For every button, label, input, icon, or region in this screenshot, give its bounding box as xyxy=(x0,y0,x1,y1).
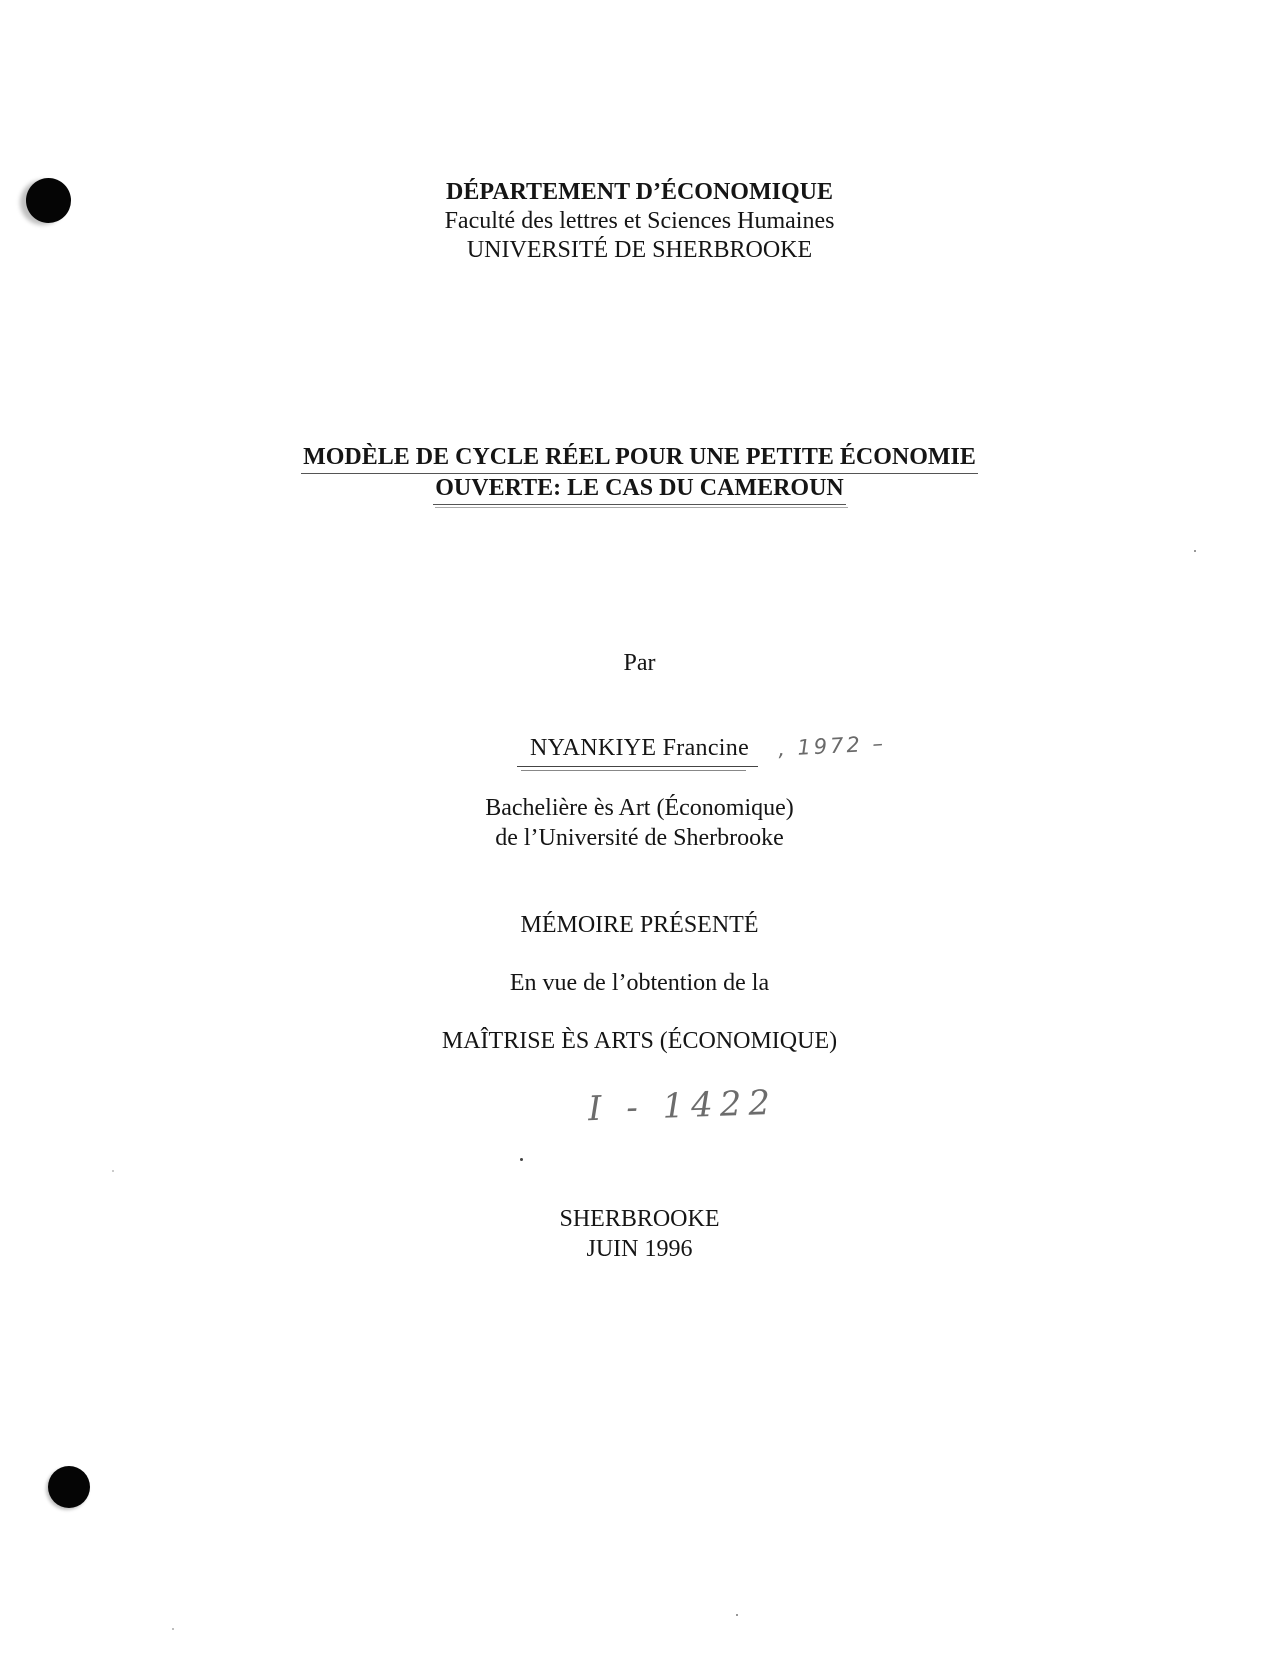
title-line-1-text: MODÈLE DE CYCLE RÉEL POUR UNE PETITE ÉCONOMIE xyxy=(303,444,976,470)
title-line-2-text: OUVERTE: LE CAS DU CAMEROUN xyxy=(435,475,844,501)
department-header xyxy=(0,178,1279,265)
speck xyxy=(172,1628,174,1630)
speck xyxy=(520,1158,523,1161)
obtention-label xyxy=(0,968,1279,998)
speck xyxy=(1194,550,1196,552)
thesis-title xyxy=(0,443,1279,505)
binder-hole-bottom xyxy=(48,1466,90,1508)
author-name-text: NYANKIYE Francine xyxy=(529,735,750,761)
date: JUIN 1996 xyxy=(586,1236,693,1262)
prior-degree xyxy=(0,793,1279,853)
handwritten-year: , 1972 – xyxy=(777,731,887,761)
memoire-text: MÉMOIRE PRÉSENTÉ xyxy=(520,912,759,938)
prior-degree-line-1: Bachelière ès Art (Économique) xyxy=(485,795,794,821)
by-text: Par xyxy=(623,650,656,676)
department-name: DÉPARTEMENT D’ÉCONOMIQUE xyxy=(446,179,833,205)
handwritten-catalog-code: I - 1422 xyxy=(587,1082,778,1130)
city: SHERBROOKE xyxy=(559,1206,720,1232)
author-block xyxy=(0,733,1279,765)
faculty-name: Faculté des lettres et Sciences Humaines xyxy=(444,208,835,234)
speck xyxy=(112,1170,114,1172)
author-name xyxy=(527,733,752,765)
author-underline xyxy=(517,766,758,767)
title-underline xyxy=(433,504,846,505)
university-name: UNIVERSITÉ DE SHERBROOKE xyxy=(466,237,813,263)
speck xyxy=(736,1614,738,1616)
memoire-label xyxy=(0,910,1279,940)
degree-sought-text: MAÎTRISE ÈS ARTS (ÉCONOMIQUE) xyxy=(441,1028,838,1054)
obtention-text: En vue de l’obtention de la xyxy=(509,970,770,996)
title-line-1 xyxy=(301,443,978,474)
author-underline-secondary xyxy=(521,770,746,771)
prior-degree-line-2: de l’Université de Sherbrooke xyxy=(495,825,784,851)
title-underline-secondary xyxy=(435,507,848,508)
degree-sought xyxy=(0,1026,1279,1056)
by-label xyxy=(0,648,1279,678)
title-line-2 xyxy=(433,474,846,505)
place-date xyxy=(0,1204,1279,1264)
